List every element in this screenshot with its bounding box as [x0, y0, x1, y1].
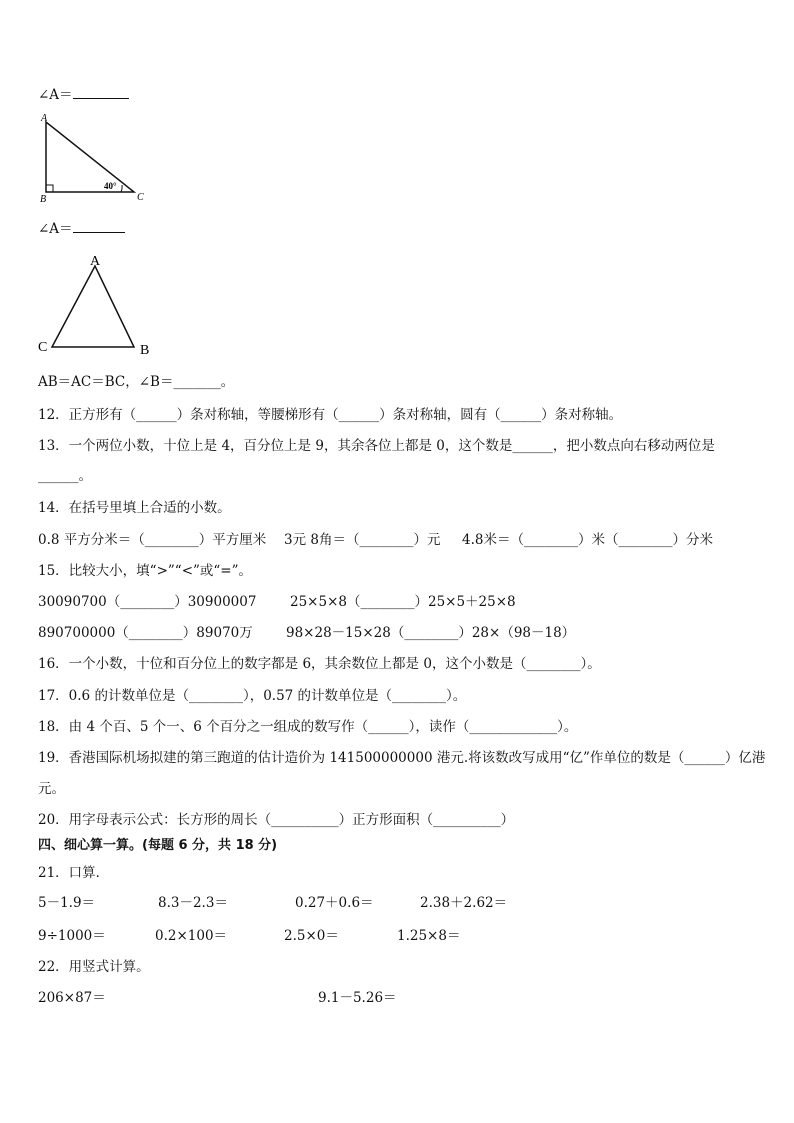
question-21: 21．口算． — [38, 865, 110, 881]
question-22: 22．用竖式计算。 — [38, 959, 150, 975]
q15-item-4: 98×28－15×28（________）28×（98－18） — [286, 625, 576, 641]
eq-triangle-label-c: C — [38, 340, 48, 355]
angle-40-label: 40° — [104, 181, 117, 191]
right-triangle-label-b: B — [40, 194, 47, 204]
q21-calc: 2.5×0＝ — [284, 928, 339, 944]
right-triangle-figure — [36, 112, 156, 204]
question-17: 17．0.6 的计数单位是（________），0.57 的计数单位是（________）。 — [38, 688, 467, 704]
q22-item-1: 206×87＝ — [38, 990, 106, 1006]
question-18: 18．由 4 个百、5 个一、6 个百分之一组成的数写作（______），读作（_____________）。 — [38, 719, 578, 735]
q22-item-2: 9.1－5.26＝ — [318, 990, 397, 1006]
angle-a-question-1 — [38, 84, 129, 104]
question-15: 15．比较大小，填“>”“<”或“=”。 — [38, 563, 253, 579]
question-19-line-1: 19．香港国际机场拟建的第三跑道的估计造价为 141500000000 港元.将该数改写成用“亿”作单位的数是（______）亿港 — [38, 750, 766, 766]
q15-item-3: 890700000（________）89070万 — [38, 625, 253, 641]
question-13-line-1: 13．一个两位小数，十位上是 4，百分位上是 9，其余各位上都是 0，这个数是______，把小数点向右移动两位是 — [38, 438, 715, 454]
q21-calc: 0.2×100＝ — [155, 928, 228, 944]
q21-calc: 0.27＋0.6＝ — [295, 895, 374, 911]
question-20: 20．用字母表示公式：长方形的周长（__________）正方形面积（__________） — [38, 812, 515, 828]
q14-item-1: 0.8 平方分米＝（________）平方厘米 — [38, 532, 267, 548]
right-triangle-label-c: C — [137, 192, 144, 203]
section-4-heading: 四、细心算一算。(每题 6 分，共 18 分) — [38, 838, 278, 853]
eq-triangle-label-b: B — [140, 343, 150, 358]
q21-calc: 9÷1000＝ — [38, 928, 106, 944]
answer-blank — [73, 218, 125, 233]
q21-calc: 1.25×8＝ — [397, 928, 461, 944]
eq-triangle-label-a: A — [90, 254, 101, 269]
angle-a-label-1: ∠A＝ — [38, 87, 73, 103]
angle-a-label-2: ∠A＝ — [38, 221, 73, 237]
question-13-line-2: ______。 — [38, 468, 92, 484]
answer-blank — [73, 84, 129, 99]
right-triangle-label-a: A — [41, 113, 48, 124]
q21-calc: 8.3－2.3＝ — [158, 895, 228, 911]
question-12: 12．正方形有（______）条对称轴，等腰梯形有（______）条对称轴，圆有（______）条对称轴。 — [38, 407, 623, 423]
q15-item-2: 25×5×8（________）25×5＋25×8 — [290, 594, 516, 610]
equilateral-question: AB＝AC＝BC，∠B＝_______。 — [38, 374, 235, 390]
q15-item-1: 30090700（________）30900007 — [38, 594, 257, 610]
question-14: 14．在括号里填上合适的小数。 — [38, 500, 231, 516]
q21-calc: 2.38＋2.62＝ — [420, 895, 508, 911]
q21-calc: 5－1.9＝ — [38, 895, 96, 911]
question-16: 16．一个小数，十位和百分位上的数字都是 6，其余数位上都是 0，这个小数是（________）。 — [38, 656, 601, 672]
angle-a-question-2 — [38, 218, 125, 238]
q14-item-2: 3元 8角＝（________）元 — [284, 532, 441, 548]
question-19-line-2: 元。 — [38, 781, 65, 797]
equilateral-triangle-figure — [36, 250, 156, 360]
q14-item-3: 4.8米＝（________）米（________）分米 — [462, 532, 713, 548]
